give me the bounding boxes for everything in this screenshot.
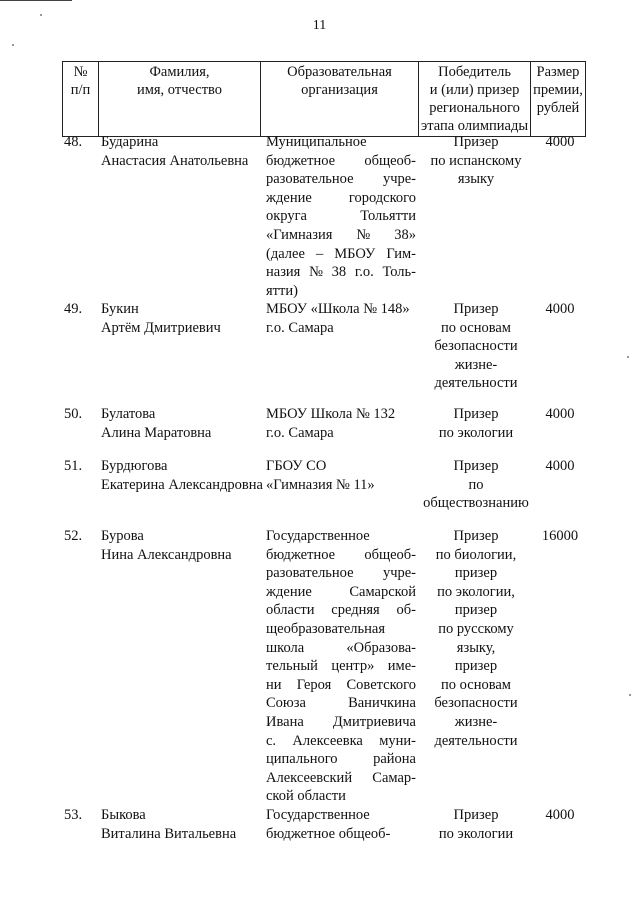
header-line: премии,	[533, 82, 583, 98]
cell-line: Призер	[453, 528, 499, 544]
row-award	[420, 806, 532, 843]
cell-line: разовательное учре-	[266, 171, 416, 188]
cell-line: бюджетное общеоб-	[266, 152, 416, 169]
cell-line: безопасности	[434, 695, 518, 712]
row-number: 48.	[64, 134, 83, 150]
header-line: имя, отчество	[136, 82, 223, 98]
cell-line: Муниципальное	[266, 134, 367, 150]
corner-rule	[0, 0, 72, 1]
cell-line: области средняя об-	[266, 602, 416, 619]
cell-line: безопасности	[434, 338, 518, 355]
row-name	[101, 133, 266, 170]
cell-line: ятти)	[266, 282, 298, 299]
cell-line: Призер	[453, 301, 499, 317]
cell-line: школа «Образова-	[266, 639, 416, 656]
cell-line: Государственное	[266, 528, 370, 544]
cell-line: по экологии	[438, 424, 514, 441]
row-award	[420, 300, 532, 393]
cell-line: обществознанию	[423, 495, 529, 512]
cell-line: Анастасия Анатольевна	[101, 152, 249, 169]
cell-line: по	[468, 476, 484, 493]
header-line: Фамилия,	[149, 64, 210, 80]
row-number: 52.	[64, 528, 83, 544]
row-organization	[266, 133, 416, 300]
cell-line: (далее – МБОУ Гим-	[266, 245, 416, 262]
row-number: 50.	[64, 406, 83, 422]
header-line: п/п	[70, 82, 91, 98]
row-amount: 4000	[545, 406, 575, 422]
cell-line: тельный центр» име-	[266, 658, 416, 675]
cell-line: Быкова	[101, 807, 146, 823]
row-award	[420, 457, 532, 513]
scan-speck	[627, 356, 629, 358]
cell-line: Бурова	[101, 528, 144, 544]
cell-line: по основам	[441, 319, 511, 336]
row-name	[101, 405, 266, 442]
scan-speck	[40, 14, 42, 16]
header-line: этапа олимпиады	[421, 118, 529, 134]
cell-line: по экологии	[438, 825, 514, 842]
header-name	[99, 62, 261, 137]
cell-line: языку	[457, 171, 495, 188]
row-name	[101, 806, 266, 843]
row-amount: 4000	[545, 301, 575, 317]
header-line: №	[73, 64, 88, 80]
cell-line: Алина Маратовна	[101, 424, 212, 441]
cell-line: ни Героя Советского	[266, 676, 416, 693]
cell-line: языку,	[456, 639, 496, 656]
cell-line: Призер	[453, 134, 499, 150]
cell-line: по испанскому	[430, 152, 522, 169]
cell-line: ципального района	[266, 751, 416, 768]
header-award	[419, 62, 531, 137]
row-organization	[266, 300, 416, 337]
cell-line: Призер	[453, 406, 499, 422]
cell-line: с. Алексеевка муни-	[266, 732, 416, 749]
cell-line: бюджетное общеоб-	[266, 546, 416, 563]
header-number	[63, 62, 99, 137]
cell-line: г.о. Самара	[266, 424, 334, 441]
header-amount	[531, 62, 586, 137]
header-line: регионального	[429, 100, 520, 116]
cell-line: Бударина	[101, 134, 159, 150]
cell-line: жизне-	[454, 713, 498, 730]
scan-speck	[12, 44, 14, 46]
header-org	[261, 62, 419, 137]
cell-line: ждение городского	[266, 189, 416, 206]
row-number: 49.	[64, 301, 83, 317]
cell-line: Бурдюгова	[101, 458, 168, 474]
cell-line: назия № 38 г.о. Толь-	[266, 264, 416, 281]
row-amount: 16000	[541, 528, 579, 544]
row-organization	[266, 806, 416, 843]
header-line: Образовательная	[287, 64, 392, 80]
cell-line: ждение Самарской	[266, 583, 416, 600]
row-amount: 4000	[545, 807, 575, 823]
cell-line: по биологии,	[435, 546, 517, 563]
header-row	[63, 62, 586, 137]
scan-speck	[629, 694, 631, 696]
cell-line: округа Тольятти	[266, 208, 416, 225]
cell-line: призер	[454, 565, 498, 582]
row-award	[420, 527, 532, 750]
cell-line: Нина Александровна	[101, 546, 232, 563]
cell-line: Союза Ваничкина	[266, 695, 416, 712]
header-line: рублей	[536, 100, 580, 116]
cell-line: ской области	[266, 788, 346, 805]
cell-line: Екатерина Александровна	[101, 476, 263, 493]
cell-line: деятельности	[434, 732, 518, 749]
cell-line: Государственное	[266, 807, 370, 823]
cell-line: Призер	[453, 458, 499, 474]
cell-line: Букин	[101, 301, 139, 317]
header-line: Победитель	[438, 64, 512, 80]
cell-line: по экологии,	[437, 583, 515, 600]
cell-line: МБОУ «Школа № 148»	[266, 301, 410, 317]
row-organization	[266, 527, 416, 806]
cell-line: бюджетное общеоб-	[266, 825, 391, 842]
row-amount: 4000	[545, 134, 575, 150]
cell-line: «Гимназия № 11»	[266, 476, 375, 493]
row-organization	[266, 457, 416, 494]
cell-line: щеобразовательная	[266, 620, 386, 637]
cell-line: по основам	[441, 676, 511, 693]
row-organization	[266, 405, 416, 442]
row-number: 51.	[64, 458, 83, 474]
row-name	[101, 527, 266, 564]
cell-line: разовательное учре-	[266, 565, 416, 582]
cell-line: Артём Дмитриевич	[101, 319, 221, 336]
cell-line: Булатова	[101, 406, 156, 422]
row-award	[420, 133, 532, 189]
cell-line: призер	[454, 602, 498, 619]
row-name	[101, 300, 266, 337]
row-amount: 4000	[545, 458, 575, 474]
cell-line: жизне-	[454, 356, 498, 373]
header-line: организация	[301, 82, 378, 98]
cell-line: Виталина Витальевна	[101, 825, 237, 842]
cell-line: Ивана Дмитриевича	[266, 713, 416, 730]
page-number: 11	[312, 18, 327, 33]
cell-line: призер	[454, 658, 498, 675]
row-award	[420, 405, 532, 442]
cell-line: г.о. Самара	[266, 319, 334, 336]
cell-line: по русскому	[438, 620, 514, 637]
cell-line: ГБОУ СО	[266, 458, 327, 474]
row-number: 53.	[64, 807, 83, 823]
cell-line: МБОУ Школа № 132	[266, 406, 396, 422]
table-header	[62, 61, 586, 137]
cell-line: деятельности	[434, 375, 518, 392]
cell-line: «Гимназия № 38»	[266, 226, 416, 243]
row-name	[101, 457, 266, 494]
header-line: и (или) призер	[429, 82, 520, 98]
header-line: Размер	[536, 64, 580, 80]
cell-line: Алексеевский Самар-	[266, 769, 416, 786]
cell-line: Призер	[453, 807, 499, 823]
